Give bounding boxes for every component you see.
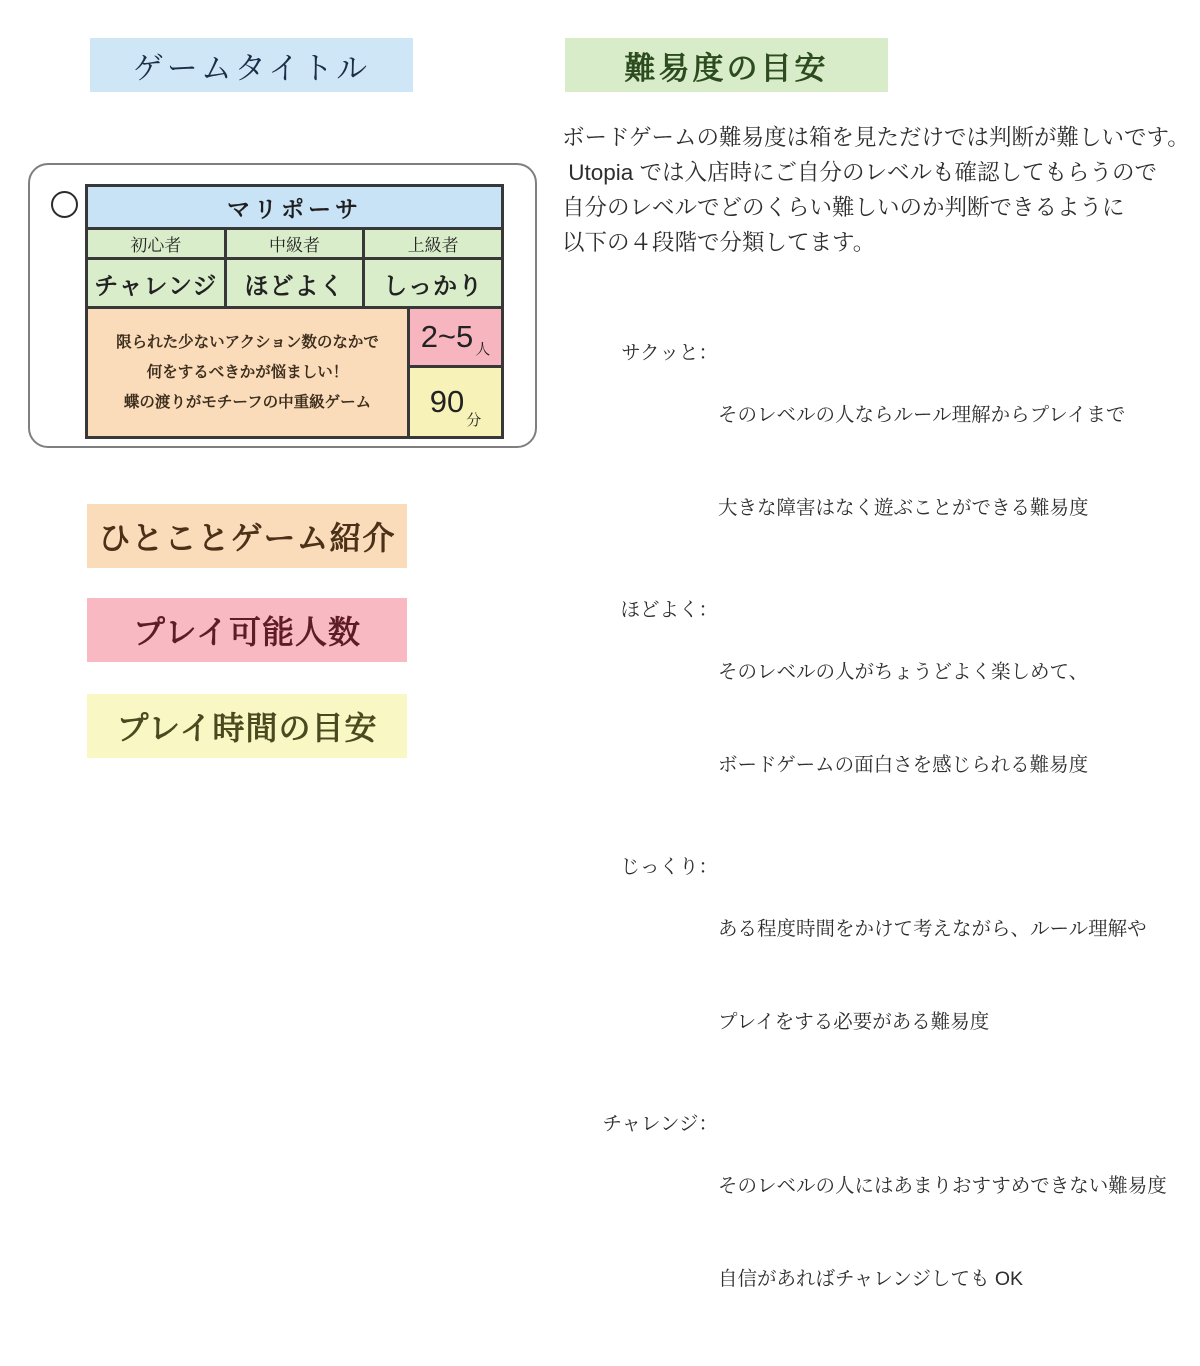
intro-line: Utopia では入店時にご自分のレベルも確認してもらうので — [562, 160, 1158, 185]
card-level-header-row — [88, 227, 501, 257]
play-time-cell — [410, 368, 501, 436]
rating-intermediate: ほどよく — [224, 260, 363, 306]
definition-text-line: 大きな障害はなく遊ぶことができる難易度 — [718, 497, 1089, 519]
rating-advanced: しっかり — [362, 260, 501, 306]
definition-item-jikkuri — [560, 852, 1200, 1100]
sample-card — [28, 163, 537, 448]
rating-beginner: チャレンジ — [88, 260, 224, 306]
game-description-line: 限られた少ないアクション数のなかで — [116, 333, 379, 351]
play-time-value: 90 — [429, 384, 465, 419]
difficulty-guide-heading-text: 難易度の目安 — [624, 50, 829, 86]
difficulty-definitions-list — [560, 338, 1200, 1366]
definition-text — [718, 338, 1125, 586]
game-title-heading — [90, 38, 413, 92]
card-number-column — [407, 309, 501, 436]
game-description-line: 何をするべきかが悩ましい！ — [146, 363, 349, 381]
play-time-unit: 分 — [466, 412, 482, 429]
card-game-title: マリポーサ — [227, 195, 362, 222]
definition-term: サクッと： — [621, 342, 718, 364]
definition-text-line: そのレベルの人にはあまりおすすめできない難易度 — [718, 1175, 1167, 1197]
level-header-advanced: 上級者 — [362, 230, 501, 257]
game-description-line: 蝶の渡りがモチーフの中重級ゲーム — [123, 393, 372, 411]
difficulty-guide-heading — [565, 38, 888, 92]
definition-text — [718, 1109, 1167, 1357]
level-header-intermediate: 中級者 — [224, 230, 363, 257]
level-header-beginner: 初心者 — [88, 230, 224, 257]
definition-item-sakutto — [560, 338, 1200, 586]
definition-term: ほどよく： — [620, 599, 718, 621]
player-count-label-text: プレイ可能人数 — [132, 614, 362, 650]
definition-text-line: そのレベルの人がちょうどよく楽しめて、 — [718, 661, 1089, 683]
intro-line: 以下の４段階で分類してます。 — [562, 230, 876, 255]
definition-term: じっくり： — [620, 856, 718, 878]
difficulty-intro-paragraph — [562, 120, 1198, 260]
definition-item-hodoyoku — [560, 595, 1200, 843]
player-count-value: 2~5 — [420, 319, 474, 354]
card-bottom-section — [88, 306, 501, 436]
one-word-intro-text: ひとことゲーム紹介 — [98, 520, 396, 556]
player-count-cell — [410, 309, 501, 368]
card-table — [85, 184, 504, 439]
punch-hole-icon — [51, 191, 78, 218]
game-title-heading-text: ゲームタイトル — [132, 50, 371, 86]
definition-text-line: ある程度時間をかけて考えながら、ルール理解や — [718, 918, 1147, 940]
card-rating-row — [88, 257, 501, 306]
game-description — [88, 309, 407, 436]
definition-text-line: 自信があればチャレンジしても OK — [718, 1268, 1024, 1290]
one-word-intro-label — [87, 504, 407, 568]
definition-text-line: プレイをする必要がある難易度 — [718, 1011, 990, 1033]
card-game-title-cell — [88, 187, 501, 227]
player-count-label — [87, 598, 407, 662]
definition-text — [718, 852, 1147, 1100]
definition-item-challenge — [560, 1109, 1200, 1357]
play-time-label-text: プレイ時間の目安 — [116, 710, 378, 746]
intro-line: ボードゲームの難易度は箱を見ただけでは判断が難しいです。 — [562, 125, 1190, 150]
definition-text — [718, 595, 1088, 843]
play-time-label — [87, 694, 407, 758]
player-count-unit: 人 — [475, 341, 491, 358]
definition-text-line: そのレベルの人ならルール理解からプレイまで — [718, 404, 1126, 426]
intro-line: 自分のレベルでどのくらい難しいのか判断できるように — [562, 195, 1125, 220]
definition-term: チャレンジ： — [602, 1113, 718, 1135]
definition-text-line: ボードゲームの面白さを感じられる難易度 — [718, 754, 1089, 776]
